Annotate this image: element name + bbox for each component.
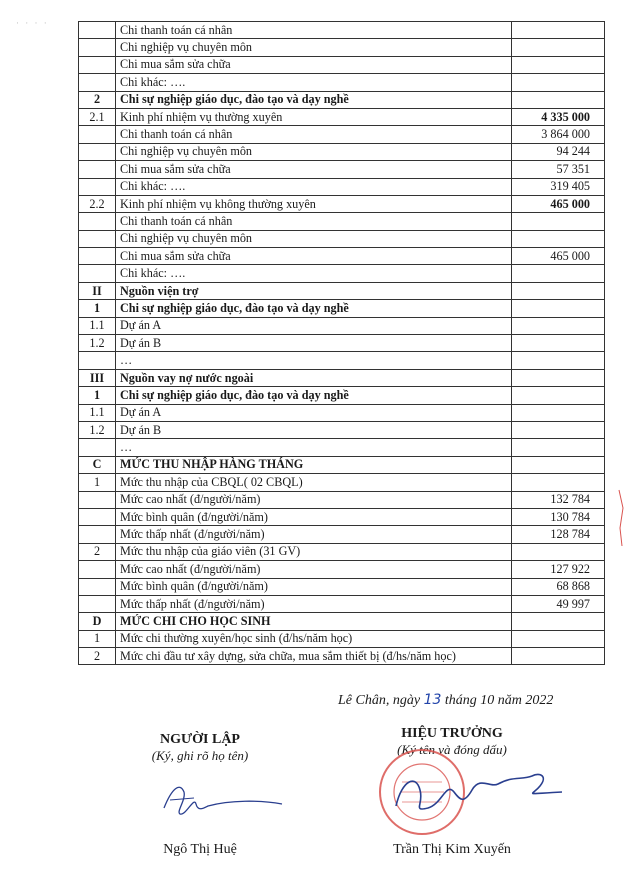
row-label: Chi mua sắm sửa chữa [116,161,512,178]
row-value: 465 000 [512,248,605,265]
row-label: Mức chi thường xuyên/học sinh (đ/hs/năm học) [116,630,512,647]
row-value [512,335,605,352]
row-label: Chi nghiệp vụ chuyên môn [116,143,512,160]
date-month-year: tháng 10 năm 2022 [444,693,554,708]
table-row [79,56,605,73]
table-row [79,230,605,247]
row-label: Dự án A [116,404,512,421]
row-label: Dự án B [116,421,512,438]
table-row [79,578,605,595]
row-number [79,22,116,39]
row-label: Chi nghiệp vụ chuyên môn [116,39,512,56]
table-row [79,421,605,438]
row-value: 319 405 [512,178,605,195]
place-text: Lê Chân, ngày [338,693,421,708]
table-row [79,595,605,612]
row-value: 94 244 [512,143,605,160]
row-label: Mức thấp nhất (đ/người/năm) [116,595,512,612]
table-row [79,91,605,108]
row-value [512,56,605,73]
table-row [79,39,605,56]
budget-table [78,21,605,665]
table-row [79,543,605,560]
principal-role: HIỆU TRƯỞNG [401,726,503,741]
row-value [512,387,605,404]
row-value: 465 000 [512,195,605,212]
row-value [512,543,605,560]
row-number [79,213,116,230]
row-number [79,56,116,73]
principal-hint: (Ký tên và đóng dấu) [397,742,507,757]
table-row [79,561,605,578]
row-number: 1.1 [79,317,116,334]
row-value [512,230,605,247]
row-value [512,22,605,39]
row-value: 127 922 [512,561,605,578]
table-row [79,648,605,665]
row-label: Kinh phí nhiệm vụ thường xuyên [116,108,512,125]
row-value: 57 351 [512,161,605,178]
row-number [79,439,116,456]
row-label: Chi nghiệp vụ chuyên môn [116,230,512,247]
row-label: MỨC THU NHẬP HÀNG THÁNG [116,456,512,473]
table-row [79,22,605,39]
row-value [512,91,605,108]
table-row [79,126,605,143]
row-number [79,39,116,56]
table-row [79,439,605,456]
table-row [79,108,605,125]
row-label: Chi mua sắm sửa chữa [116,56,512,73]
preparer-name: Ngô Thị Huệ [163,842,237,857]
row-number: 2 [79,543,116,560]
row-value [512,213,605,230]
row-value [512,648,605,665]
row-value: 130 784 [512,508,605,525]
row-label: … [116,439,512,456]
row-value [512,474,605,491]
row-number: 1.1 [79,404,116,421]
table-row [79,300,605,317]
table-row [79,178,605,195]
row-value: 68 868 [512,578,605,595]
row-number: 1.2 [79,335,116,352]
row-label: Mức cao nhất (đ/người/năm) [116,491,512,508]
row-label: Chi thanh toán cá nhân [116,213,512,230]
row-label: Nguồn viện trợ [116,282,512,299]
principal-name: Trần Thị Kim Xuyến [393,842,511,857]
row-number: 1 [79,630,116,647]
table-row [79,456,605,473]
table-row [79,161,605,178]
row-value: 132 784 [512,491,605,508]
row-number: C [79,456,116,473]
row-number: 2 [79,648,116,665]
row-label: Mức chi đầu tư xây dựng, sửa chữa, mua sắm thiết bị (đ/hs/năm học) [116,648,512,665]
row-value [512,352,605,369]
row-number: 1 [79,474,116,491]
table-body [79,22,605,665]
table-row [79,404,605,421]
row-number: D [79,613,116,630]
row-label: Mức thu nhập của CBQL( 02 CBQL) [116,474,512,491]
table-row [79,474,605,491]
table-row [79,282,605,299]
row-value: 128 784 [512,526,605,543]
row-label: Chi khác: …. [116,74,512,91]
row-number: 2.2 [79,195,116,212]
row-label: Chi khác: …. [116,178,512,195]
table-row [79,248,605,265]
place-date-line [338,692,553,709]
preparer-signature [150,778,290,822]
table-row [79,265,605,282]
margin-mark [616,488,626,548]
row-label: Chi sự nghiệp giáo dục, đào tạo và dạy nghề [116,91,512,108]
row-number: III [79,369,116,386]
row-number [79,248,116,265]
school-stamp [372,746,572,844]
row-number [79,352,116,369]
row-number [79,74,116,91]
table-row [79,387,605,404]
row-value: 3 864 000 [512,126,605,143]
row-value [512,282,605,299]
table-row [79,74,605,91]
scan-artifact: · · · · [16,18,49,28]
row-label: Mức bình quân (đ/người/năm) [116,508,512,525]
row-label: Chi sự nghiệp giáo dục, đào tạo và dạy nghề [116,300,512,317]
row-label: Dự án A [116,317,512,334]
row-label: Dự án B [116,335,512,352]
row-value [512,317,605,334]
row-number: 1.2 [79,421,116,438]
row-number [79,126,116,143]
row-label: Kinh phí nhiệm vụ không thường xuyên [116,195,512,212]
row-label: MỨC CHI CHO HỌC SINH [116,613,512,630]
row-number [79,143,116,160]
row-number: 2 [79,91,116,108]
row-number: 1 [79,300,116,317]
row-number [79,578,116,595]
table-row [79,317,605,334]
row-value [512,265,605,282]
table-row [79,613,605,630]
row-value [512,404,605,421]
row-label: Mức thu nhập của giáo viên (31 GV) [116,543,512,560]
preparer-role: NGƯỜI LẬP [160,732,240,747]
row-number [79,561,116,578]
row-label: Mức thấp nhất (đ/người/năm) [116,526,512,543]
table-row [79,508,605,525]
row-label: Chi mua sắm sửa chữa [116,248,512,265]
row-value [512,74,605,91]
preparer-hint: (Ký, ghi rõ họ tên) [151,748,249,763]
row-value [512,300,605,317]
row-number [79,491,116,508]
row-label: Chi sự nghiệp giáo dục, đào tạo và dạy nghề [116,387,512,404]
row-value: 4 335 000 [512,108,605,125]
row-number: II [79,282,116,299]
row-label: Nguồn vay nợ nước ngoài [116,369,512,386]
row-value [512,421,605,438]
row-value [512,613,605,630]
table-row [79,195,605,212]
preparer-block [120,732,280,764]
table-row [79,352,605,369]
row-label: Mức cao nhất (đ/người/năm) [116,561,512,578]
row-value [512,369,605,386]
row-value [512,630,605,647]
row-label: … [116,352,512,369]
table-row [79,335,605,352]
row-number [79,265,116,282]
date-day: 13 [423,692,442,708]
table-row [79,630,605,647]
row-value: 49 997 [512,595,605,612]
table-row [79,213,605,230]
row-number: 1 [79,387,116,404]
row-number: 2.1 [79,108,116,125]
row-value [512,456,605,473]
row-value [512,39,605,56]
row-label: Chi thanh toán cá nhân [116,126,512,143]
row-number [79,178,116,195]
row-label: Chi khác: …. [116,265,512,282]
row-number [79,161,116,178]
table-row [79,369,605,386]
table-row [79,143,605,160]
row-label: Mức bình quân (đ/người/năm) [116,578,512,595]
row-number [79,526,116,543]
row-number [79,230,116,247]
row-label: Chi thanh toán cá nhân [116,22,512,39]
table-row [79,526,605,543]
row-value [512,439,605,456]
row-number [79,595,116,612]
row-number [79,508,116,525]
table-row [79,491,605,508]
